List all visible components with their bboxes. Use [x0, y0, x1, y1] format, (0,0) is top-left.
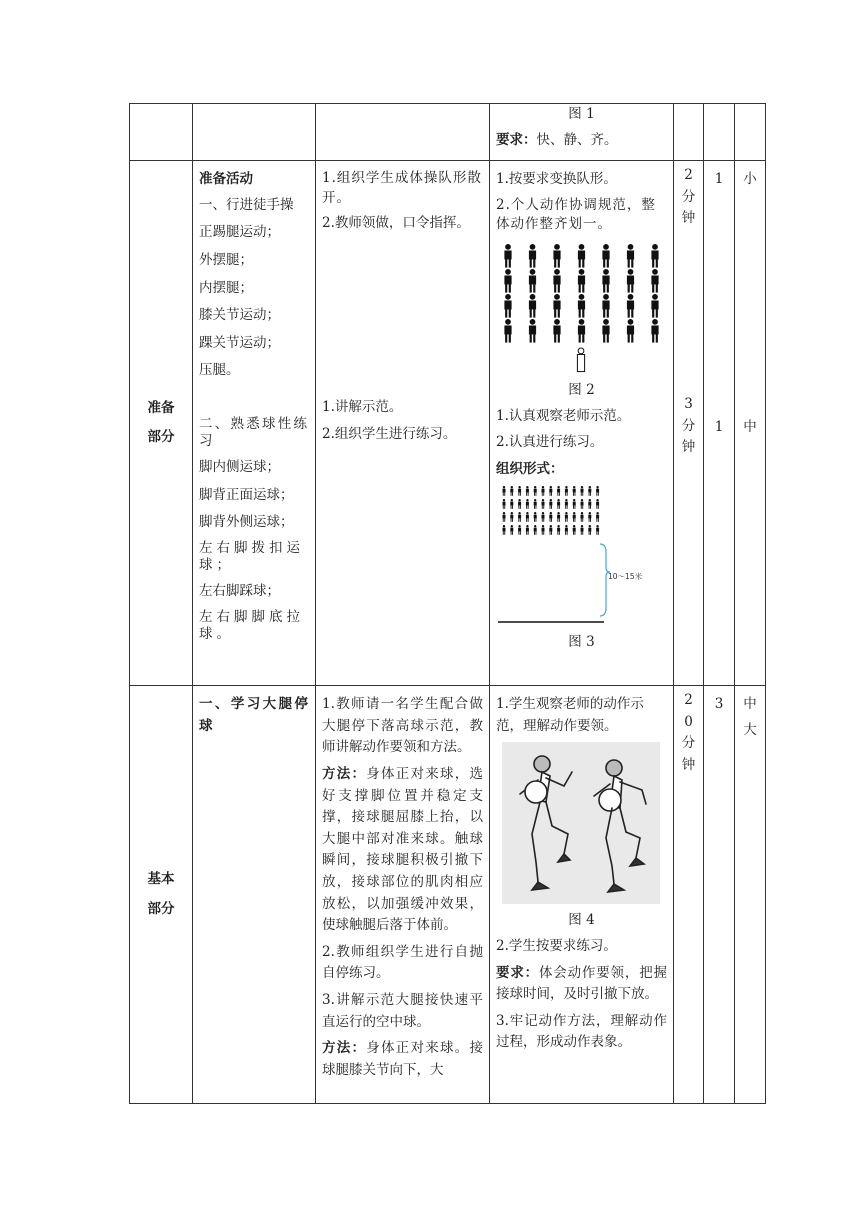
figure-2-caption: 图 2	[568, 381, 595, 398]
student-pictogram	[627, 319, 634, 343]
student-pictogram	[504, 269, 511, 293]
student-pictogram	[510, 525, 513, 535]
student-pictogram	[510, 486, 513, 496]
student-pictogram	[565, 512, 568, 522]
thigh-trap-illustration	[502, 742, 660, 904]
time-cell	[674, 161, 704, 686]
basic-row	[130, 686, 766, 1104]
student-pictogram	[578, 319, 585, 343]
student-pictogram	[565, 525, 568, 535]
student-pictogram	[627, 244, 634, 268]
method-paragraph: 方法：身体正对来球，选好支撑脚位置并稳定支撑，接球腿屈膝上抬，以大腿中部对准来球。触球瞬间，接球腿积极引撤下放，接球部位的肌肉相应放松，以加强缓冲效果，使球触腿后落于体前。	[322, 765, 483, 934]
student-pictogram	[518, 525, 521, 535]
student-pictogram	[503, 486, 506, 496]
count-value: 1	[714, 171, 724, 188]
student-pictogram	[534, 525, 537, 535]
student-pictogram	[588, 525, 591, 535]
student-pictogram	[573, 499, 576, 509]
student-pictogram	[578, 269, 585, 293]
time-cell	[674, 686, 704, 1104]
student-pictogram	[534, 512, 537, 522]
formation-figure-3	[496, 480, 668, 630]
intensity-value: 大	[743, 721, 757, 738]
student-step: 1.学生观察老师的动作示范，理解动作要领。	[496, 696, 644, 734]
student-pictogram	[553, 294, 560, 318]
preparation-student-cell	[490, 161, 674, 686]
warmup-line: 一、行进徒手操	[199, 196, 294, 213]
student-pictogram	[573, 512, 576, 522]
student-step: 2.个人动作协调规范，整体动作整齐划一。	[496, 196, 656, 233]
student-pictogram	[549, 499, 552, 509]
basic-content-cell	[193, 686, 316, 1104]
student-pictogram	[557, 525, 560, 535]
ball-sense-line: 脚背正面运球；	[199, 486, 294, 503]
student-pictogram	[602, 269, 609, 293]
figure-3-caption: 图 3	[568, 634, 595, 651]
student-pictogram	[627, 269, 634, 293]
student-pictogram	[526, 486, 529, 496]
count-value: 1	[714, 418, 724, 435]
student-pictogram	[526, 512, 529, 522]
student-pictogram	[549, 486, 552, 496]
student-pictogram	[504, 244, 511, 268]
student-pictogram	[542, 499, 545, 509]
requirement-text: 快、静、齐。	[536, 131, 618, 148]
student-pictogram	[518, 499, 521, 509]
student-pictogram	[596, 486, 599, 496]
warmup-line: 正踢腿运动；	[199, 224, 280, 241]
teacher-step: 1.讲解示范。	[322, 398, 403, 415]
distance-label: 10～15米	[608, 572, 643, 582]
student-pictogram	[581, 486, 584, 496]
intensity-cell	[735, 686, 766, 1104]
student-pictogram	[510, 512, 513, 522]
student-pictogram	[627, 294, 634, 318]
student-pictogram	[596, 525, 599, 535]
student-pictogram	[529, 294, 536, 318]
student-pictogram	[588, 512, 591, 522]
student-pictogram	[581, 499, 584, 509]
student-pictogram	[651, 244, 658, 268]
student-pictogram	[553, 319, 560, 343]
student-pictogram	[529, 319, 536, 343]
intensity-cell	[735, 161, 766, 686]
student-pictogram	[651, 319, 658, 343]
student-pictogram	[578, 244, 585, 268]
student-pictogram	[534, 499, 537, 509]
warmup-line: 踝关节运动；	[199, 334, 280, 351]
figure-1-caption: 图 1	[568, 106, 595, 122]
formation-figure-2	[496, 240, 668, 380]
count-value: 3	[714, 696, 724, 713]
student-step: 2.认真进行练习。	[496, 434, 604, 451]
teacher-step: 1.教师请一名学生配合做大腿停下落高球示范，教师讲解动作要领和方法。	[322, 696, 483, 756]
requirement-label: 要求：	[496, 131, 537, 148]
continuation-row	[130, 104, 766, 161]
student-pictogram	[588, 499, 591, 509]
student-pictogram	[503, 499, 506, 509]
section-label-preparation: 准备 部分	[130, 161, 193, 686]
student-pictogram	[518, 486, 521, 496]
basic-student-cell	[490, 686, 674, 1104]
student-pictogram	[534, 486, 537, 496]
student-pictogram	[651, 294, 658, 318]
student-step: 1.认真观察老师示范。	[496, 407, 631, 424]
ball-sense-line: 左右脚脚底拉球。	[199, 608, 304, 643]
preparation-teacher-cell	[316, 161, 490, 686]
ball-sense-line: 左右脚踩球；	[199, 582, 280, 599]
intensity-value: 中	[743, 418, 757, 435]
basic-title: 一、学习大腿停球	[199, 696, 309, 734]
student-pictogram	[510, 499, 513, 509]
student-pictogram	[557, 499, 560, 509]
intensity-value: 中	[743, 696, 757, 713]
ball-sense-title: 二、熟悉球性练习	[199, 415, 309, 450]
student-pictogram	[588, 486, 591, 496]
time-value: 3分钟	[681, 395, 696, 456]
student-pictogram	[557, 512, 560, 522]
lesson-plan-table	[129, 103, 766, 1104]
student-step: 3.牢记动作方法，理解动作过程，形成动作表象。	[496, 1012, 667, 1051]
student-pictogram	[549, 512, 552, 522]
teacher-step: 1.组织学生成体操队形散开。	[322, 170, 482, 206]
student-pictogram	[503, 512, 506, 522]
student-pictogram	[557, 486, 560, 496]
ball-sense-line: 脚背外侧运球；	[199, 514, 294, 531]
time-value: 20分钟	[681, 692, 696, 773]
count-cell	[704, 161, 735, 686]
basic-teacher-cell	[316, 686, 490, 1104]
teacher-step: 2.教师组织学生进行自抛自停练习。	[322, 943, 483, 982]
warmup-line: 膝关节运动；	[199, 307, 280, 324]
intensity-value: 小	[743, 171, 757, 188]
student-pictogram	[529, 244, 536, 268]
preparation-row	[130, 161, 766, 686]
student-pictogram	[565, 499, 568, 509]
student-pictogram	[651, 269, 658, 293]
time-value: 2分钟	[681, 167, 696, 227]
student-pictogram	[602, 244, 609, 268]
teacher-step: 3.讲解示范大腿接快速平直运行的空中球。	[322, 991, 483, 1030]
warmup-title: 准备活动	[199, 171, 253, 188]
teacher-step: 2.教师领做，口令指挥。	[322, 215, 470, 232]
student-pictogram	[553, 244, 560, 268]
student-pictogram	[602, 319, 609, 343]
teacher-step: 2.组织学生进行练习。	[322, 425, 457, 442]
student-pictogram	[542, 525, 545, 535]
student-pictogram	[518, 512, 521, 522]
student-pictogram	[549, 525, 552, 535]
student-pictogram	[553, 269, 560, 293]
preparation-content-cell	[193, 161, 316, 686]
ball-sense-line: 左右脚拨扣运球；	[199, 539, 304, 574]
student-pictogram	[529, 269, 536, 293]
student-pictogram	[602, 294, 609, 318]
student-pictogram	[578, 294, 585, 318]
organization-form-label: 组织形式：	[496, 460, 564, 477]
student-pictogram	[542, 486, 545, 496]
warmup-line: 压腿。	[199, 362, 240, 379]
figure-4-caption: 图 4	[568, 912, 595, 929]
student-pictogram	[542, 512, 545, 522]
student-pictogram	[504, 319, 511, 343]
ball-sense-line: 脚内侧运球；	[199, 459, 280, 476]
student-pictogram	[565, 486, 568, 496]
section-label-basic: 基本 部分	[130, 686, 193, 1104]
student-pictogram	[573, 486, 576, 496]
method-paragraph: 方法：身体正对来球。接球腿膝关节向下，大	[322, 1040, 483, 1078]
student-pictogram	[504, 294, 511, 318]
student-pictogram	[573, 525, 576, 535]
student-step: 1.按要求变换队形。	[496, 171, 617, 188]
student-pictogram	[596, 499, 599, 509]
student-pictogram	[503, 525, 506, 535]
student-step: 2.学生按要求练习。	[496, 937, 617, 954]
requirement-paragraph: 要求：体会动作要领，把握接球时间，及时引撤下放。	[496, 964, 668, 1003]
student-pictogram	[526, 499, 529, 509]
warmup-line: 内摆腿；	[199, 279, 253, 296]
teacher-pictogram	[577, 348, 584, 372]
student-pictogram	[581, 512, 584, 522]
student-pictogram	[526, 525, 529, 535]
continuation-student-cell	[490, 104, 674, 161]
student-pictogram	[581, 525, 584, 535]
warmup-line: 外摆腿；	[199, 251, 253, 268]
count-cell	[704, 686, 735, 1104]
student-pictogram	[596, 512, 599, 522]
